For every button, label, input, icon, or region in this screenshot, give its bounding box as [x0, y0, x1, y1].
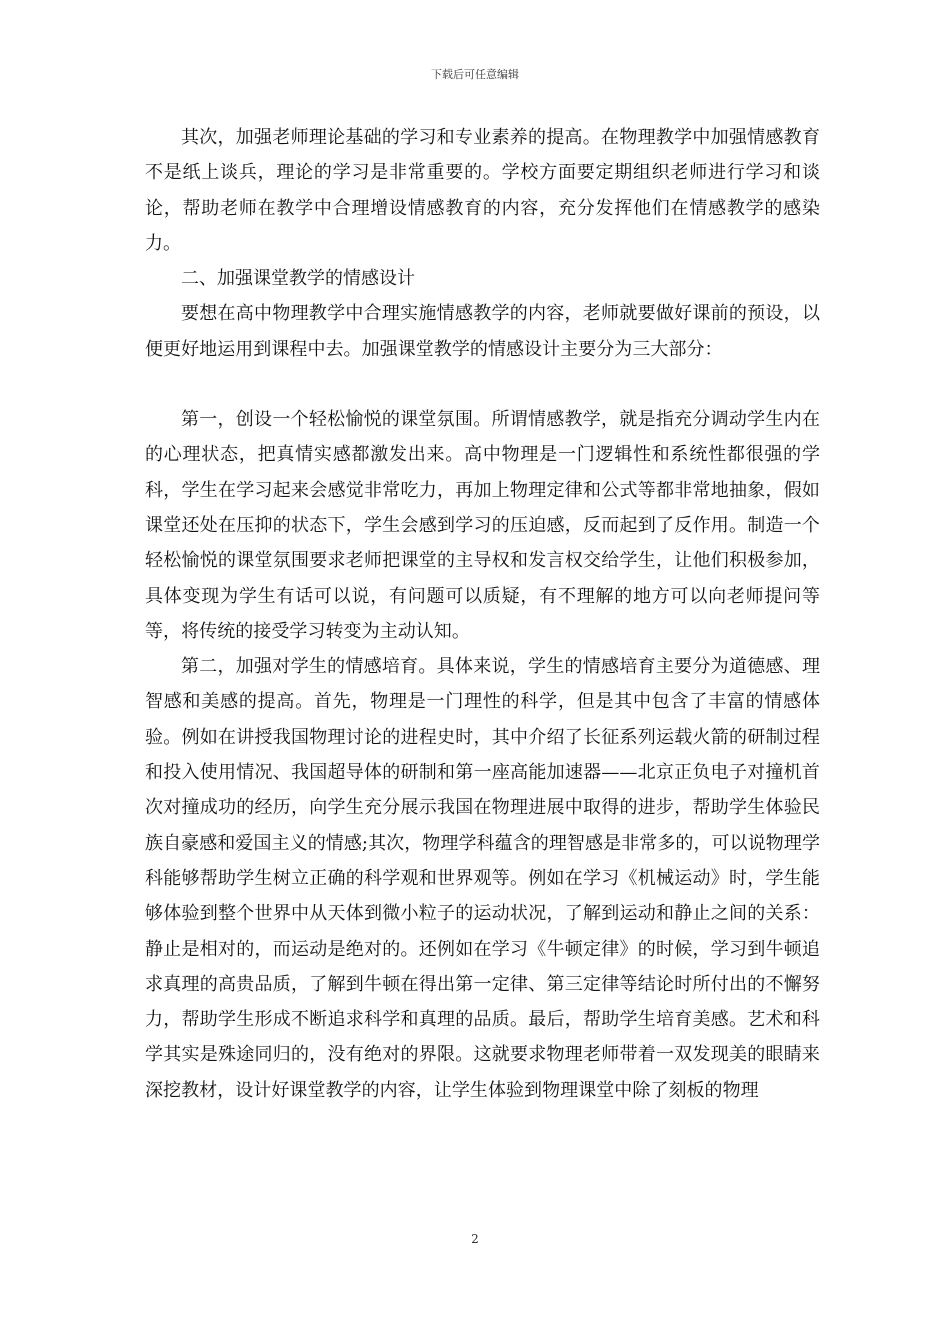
page-header-note: 下载后可任意编辑	[431, 68, 519, 81]
page-number: 2	[471, 1232, 479, 1246]
paragraph-first-point: 第一，创设一个轻松愉悦的课堂氛围。所谓情感教学，就是指充分调动学生内在的心理状态，把真情实感都激发出来。高中物理是一门逻辑性和系统性都很强的学科，学生在学习起来会感觉非常吃力，再加上物理定律和公式等都非常地抽象，假如课堂还处在压抑的状态下，学生会感到学习的压迫感，反而起到了反作用。制造一个轻松愉悦的课堂氛围要求老师把课堂的主导权和发言权交给学生，让他们积极参加，具体变现为学生有话可以说，有问题可以质疑，有不理解的地方可以向老师提问等等，将传统的接受学习转变为主动认知。	[145, 409, 820, 642]
paragraph-intro: 要想在高中物理教学中合理实施情感教学的内容，老师就要做好课前的预设，以便更好地运用到课程中去。加强课堂教学的情感设计主要分为三大部分：	[145, 303, 820, 360]
document-body	[145, 120, 820, 1108]
section-heading: 二、加强课堂教学的情感设计	[181, 268, 415, 290]
paragraph-spacer	[145, 367, 820, 402]
paragraph-theory-study: 其次，加强老师理论基础的学习和专业素养的提高。在物理教学中加强情感教育不是纸上谈兵，理论的学习是非常重要的。学校方面要定期组织老师进行学习和谈论，帮助老师在教学中合理增设情感教育的内容，充分发挥他们在情感教学的感染力。	[145, 127, 820, 254]
paragraph-second-point: 第二，加强对学生的情感培育。具体来说，学生的情感培育主要分为道德感、理智感和美感的提高。首先，物理是一门理性的科学，但是其中包含了丰富的情感体验。例如在讲授我国物理讨论的进程史时，其中介绍了长征系列运载火箭的研制过程和投入使用情况、我国超导体的研制和第一座高能加速器——北京正负电子对撞机首次对撞成功的经历，向学生充分展示我国在物理进展中取得的进步，帮助学生体验民族自豪感和爱国主义的情感;其次，物理学科蕴含的理智感是非常多的，可以说物理学科能够帮助学生树立正确的科学观和世界观等。例如在学习《机械运动》时，学生能够体验到整个世界中从天体到微小粒子的运动状况，了解到运动和静止之间的关系：静止是相对的，而运动是绝对的。还例如在学习《牛顿定律》的时候，学习到牛顿追求真理的高贵品质，了解到牛顿在得出第一定律、第三定律等结论时所付出的不懈努力，帮助学生形成不断追求科学和真理的品质。最后，帮助学生培育美感。艺术和科学其实是殊途同归的，没有绝对的界限。这就要求物理老师带着一双发现美的眼睛来深挖教材，设计好课堂教学的内容，让学生体验到物理课堂中除了刻板的物理	[145, 656, 820, 1101]
